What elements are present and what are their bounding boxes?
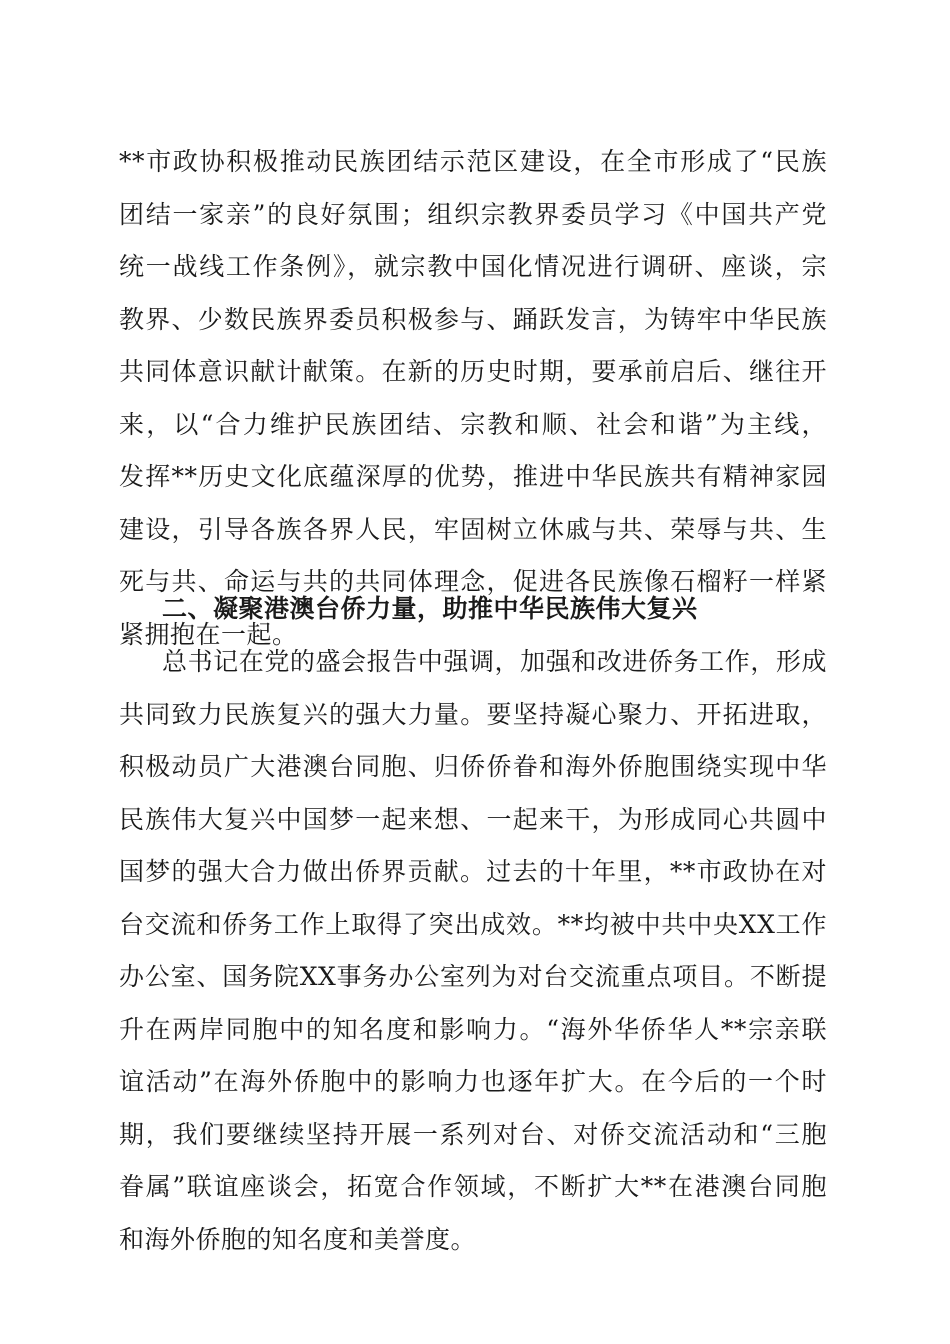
paragraph-line: **市政协积极推动民族团结示范区建设，在全市形成了“民族 [119, 147, 827, 176]
paragraph-line: 升在两岸同胞中的知名度和影响力。“海外华侨华人**宗亲联 [119, 1014, 827, 1044]
paragraph-line: 团结一家亲”的良好氛围；组织宗教界委员学习《中国共产党 [119, 199, 827, 229]
section-heading [162, 583, 827, 636]
section-heading-text: 二、凝聚港澳台侨力量，助推中华民族伟大复兴 [162, 594, 698, 623]
paragraph-line: 总书记在党的盛会报告中强调，加强和改进侨务工作，形成 [162, 647, 827, 676]
paragraph-line: 民族伟大复兴中国梦一起来想、一起来干，为形成同心共圆中 [119, 804, 827, 834]
paragraph-line: 共同致力民族复兴的强大力量。要坚持凝心聚力、开拓进取， [119, 699, 827, 729]
paragraph-line: 谊活动”在海外侨胞中的影响力也逐年扩大。在今后的一个时 [119, 1067, 827, 1096]
paragraph-line: 办公室、国务院XX事务办公室列为对台交流重点项目。不断提 [119, 962, 827, 991]
paragraph-line: 教界、少数民族界委员积极参与、踊跃发言，为铸牢中华民族 [119, 304, 827, 334]
paragraph-line: 统一战线工作条例》，就宗教中国化情况进行调研、座谈，宗 [119, 252, 827, 281]
paragraph-line: 期，我们要继续坚持开展一系列对台、对侨交流活动和“三胞 [119, 1119, 827, 1149]
paragraph-line: 台交流和侨务工作上取得了突出成效。**均被中共中央XX工作 [119, 909, 827, 939]
paragraph-line: 共同体意识献计献策。在新的历史时期，要承前启后、继往开 [119, 357, 827, 386]
paragraph-line: 眷属”联谊座谈会，拓宽合作领域，不断扩大**在港澳台同胞 [119, 1172, 827, 1201]
paragraph-line: 发挥**历史文化底蕴深厚的优势，推进中华民族共有精神家园 [119, 462, 827, 491]
paragraph-line: 建设，引导各族各界人民，牢固树立休戚与共、荣辱与共、生 [119, 514, 827, 544]
paragraph-line: 国梦的强大合力做出侨界贡献。过去的十年里，**市政协在对 [119, 857, 827, 886]
paragraph-line: 积极动员广大港澳台同胞、归侨侨眷和海外侨胞围绕实现中华 [119, 752, 827, 781]
paragraph-line: 死与共、命运与共的共同体理念，促进各民族像石榴籽一样紧 [119, 567, 827, 596]
paragraph-line: 紧拥抱在一起。 [119, 619, 298, 649]
paragraph-line: 和海外侨胞的知名度和美誉度。 [119, 1224, 477, 1254]
paragraph-line: 来，以“合力维护民族团结、宗教和顺、社会和谐”为主线， [119, 409, 827, 439]
body-paragraph-2 [119, 636, 827, 1266]
